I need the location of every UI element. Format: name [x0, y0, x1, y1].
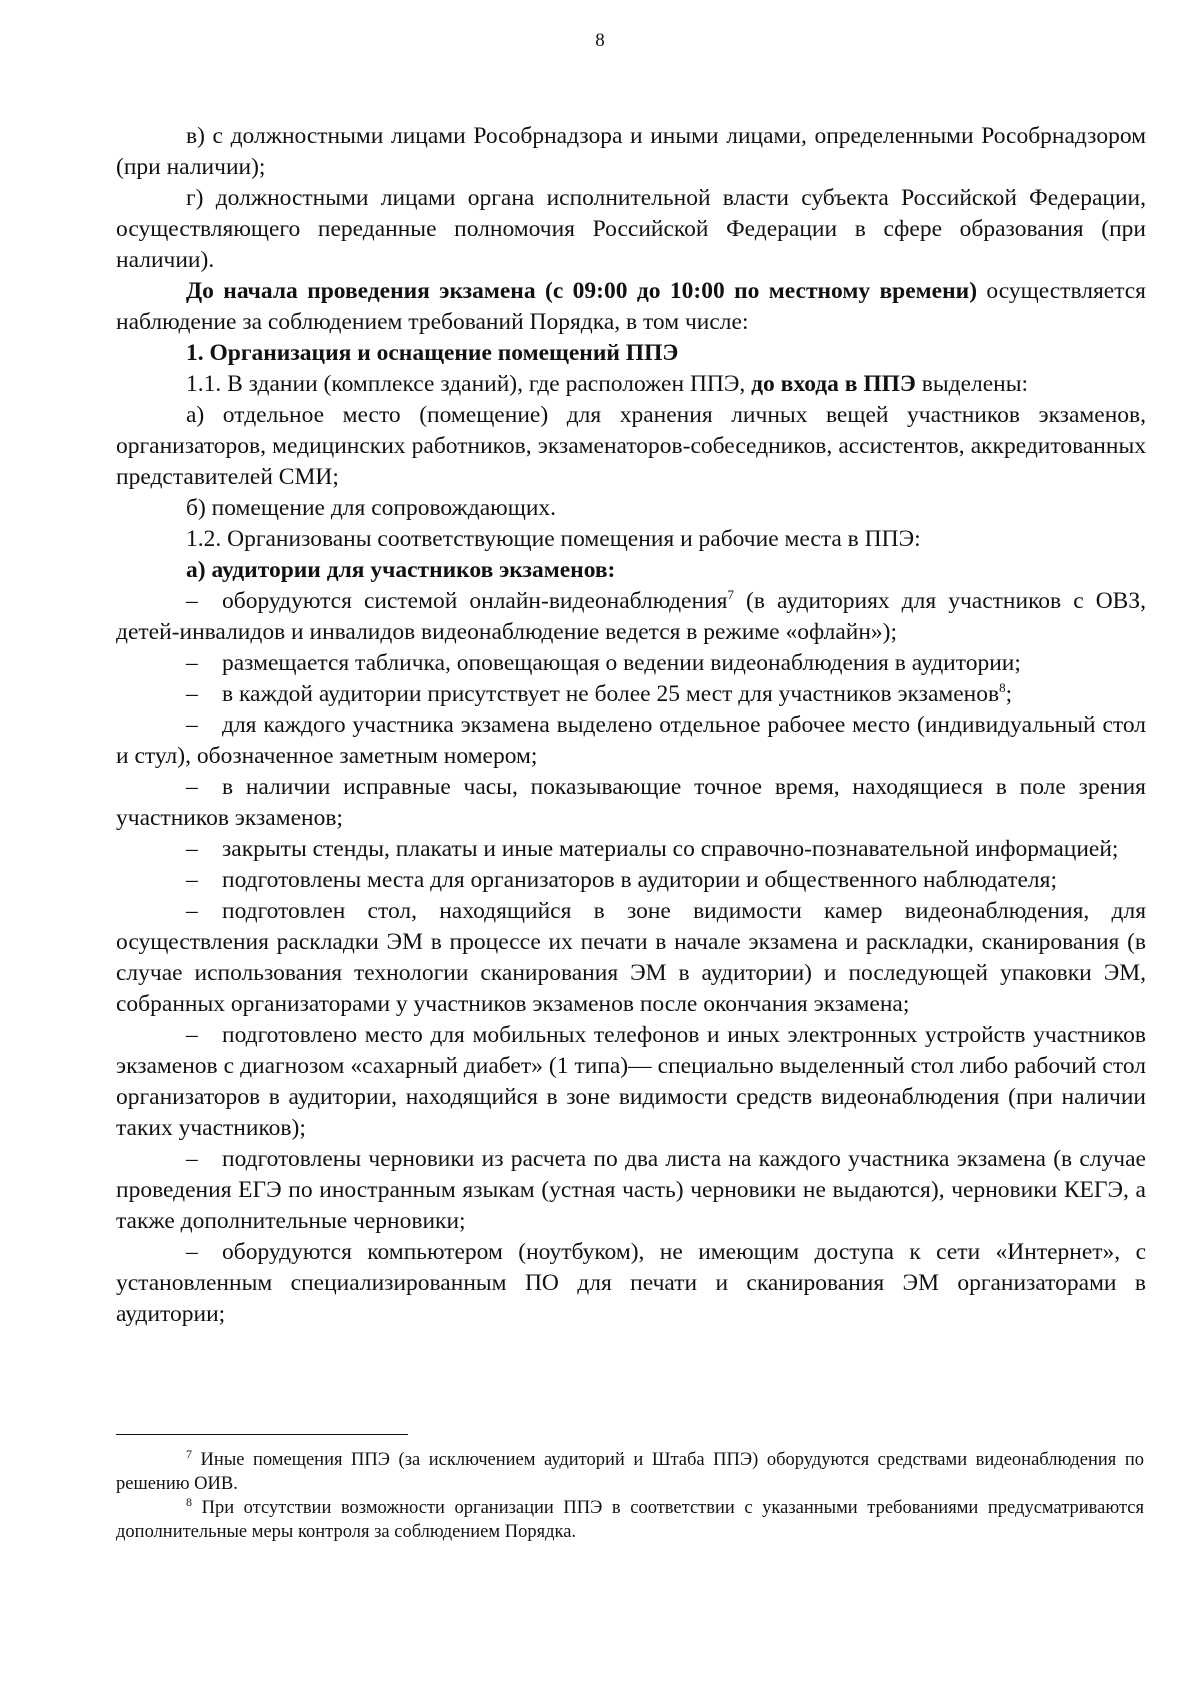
paragraph: в) с должностными лицами Рособрнадзора и иными лицами, определенными Рособрнадзором (при наличии); [116, 123, 1146, 180]
subsection-heading: а) аудитории для участников экзаменов: [186, 557, 616, 583]
list-item [116, 865, 1146, 896]
footnote-mark: 8 [186, 1495, 192, 1509]
dash-marker: – [186, 681, 198, 707]
footnote-text: Иные помещения ППЭ (за исключением аудиторий и Штаба ППЭ) оборудуются средствами видеонаблюдения по решению ОИВ. [116, 1450, 1144, 1494]
list-item [116, 586, 1146, 648]
list-item-text: размещается табличка, оповещающая о ведении видеонаблюдения в аудитории; [222, 650, 1021, 676]
dash-marker: – [186, 650, 198, 676]
footnote [116, 1496, 1144, 1544]
list-item-text: подготовлены черновики из расчета по два листа на каждого участника экзамена (в случае проведения ЕГЭ по иностранным языкам (устная часть) черновики не выдаются), черновики КЕГЭ, а также дополнительные черновики; [116, 1146, 1146, 1234]
dash-marker: – [186, 867, 198, 893]
list-item-text: оборудуются компьютером (ноутбуком), не имеющим доступа к сети «Интернет», с установленным специализированным ПО для печати и сканирования ЭМ организаторами в аудитории; [116, 1239, 1146, 1327]
list-item [116, 648, 1146, 679]
paragraph: 1.2. Организованы соответствующие помещения и рабочие места в ППЭ: [186, 526, 921, 552]
paragraph: б) помещение для сопровождающих. [186, 495, 557, 521]
bold-inline-text: до входа в ППЭ [751, 371, 916, 397]
list-item [116, 1020, 1146, 1144]
footnote-separator [116, 1434, 408, 1435]
list-item [116, 679, 1146, 710]
list-item [116, 1144, 1146, 1237]
list-item-text: в наличии исправные часы, показывающие точное время, находящиеся в поле зрения участников экзаменов; [116, 774, 1146, 831]
page-number: 8 [595, 30, 605, 51]
list-item-text: в каждой аудитории присутствует не более 25 мест для участников экзаменов [222, 681, 1000, 707]
dash-marker: – [186, 774, 198, 800]
paragraph [116, 276, 1146, 338]
list-item-text: подготовлен стол, находящийся в зоне видимости камер видеонаблюдения, для осуществления раскладки ЭМ в процессе их печати в начале экзамена и раскладки, сканирования (в случае использования технологии сканирования ЭМ в аудитории) и последующей упаковки ЭМ, собранных организаторами у участников экзаменов после окончания экзамена; [116, 898, 1146, 1017]
footnotes [116, 1448, 1144, 1544]
paragraph: а) отдельное место (помещение) для хранения личных вещей участников экзаменов, организаторов, медицинских работников, экзаменаторов-собеседников, ассистентов, аккредитованных представителей СМИ; [116, 402, 1146, 490]
list-item-text: ; [1005, 681, 1013, 707]
list-item-text: закрыты стенды, плакаты и иные материалы со справочно-познавательной информацией; [222, 836, 1119, 862]
dash-marker: – [186, 1022, 198, 1048]
list-item [116, 710, 1146, 772]
footnote [116, 1448, 1144, 1496]
dash-marker: – [186, 712, 198, 738]
bold-lead-text: До начала проведения экзамена (с 09:00 до 10:00 по местному времени) [186, 278, 978, 304]
section-heading: 1. Организация и оснащение помещений ППЭ [186, 340, 679, 366]
dash-marker: – [186, 1146, 198, 1172]
list-item-text: подготовлено место для мобильных телефонов и иных электронных устройств участников экзаменов с диагнозом «сахарный диабет» (1 типа)— специально выделенный стол либо рабочий стол организаторов в аудитории, находящийся в зоне видимости средств видеонаблюдения (при наличии таких участников); [116, 1022, 1146, 1141]
list-item [116, 1237, 1146, 1330]
footnote-text: При отсутствии возможности организации ППЭ в соответствии с указанными требованиями предусматриваются дополнительные меры контроля за соблюдением Порядка. [116, 1498, 1144, 1542]
dash-marker: – [186, 836, 198, 862]
list-item-text: (в аудиториях для участников с ОВЗ, детей-инвалидов и инвалидов видеонаблюдение ведется в режиме «офлайн»); [116, 588, 1146, 645]
paragraph-text: осуществляется наблюдение за соблюдением требований Порядка, в том числе: [116, 278, 1146, 335]
list-item [116, 896, 1146, 1020]
footnote-ref[interactable]: 8 [999, 680, 1006, 695]
list-item [116, 772, 1146, 834]
paragraph [116, 369, 1146, 400]
dash-marker: – [186, 588, 198, 614]
list-item-text: оборудуются системой онлайн-видеонаблюдения [222, 588, 728, 614]
dash-marker: – [186, 898, 198, 924]
footnote-ref[interactable]: 7 [727, 587, 734, 602]
paragraph-text: 1.1. В здании (комплексе зданий), где расположен ППЭ, [186, 371, 752, 397]
document-body [116, 121, 1146, 1330]
footnote-mark: 7 [186, 1447, 192, 1461]
dash-marker: – [186, 1239, 198, 1265]
list-item [116, 834, 1146, 865]
list-item-text: для каждого участника экзамена выделено отдельное рабочее место (индивидуальный стол и стул), обозначенное заметным номером; [116, 712, 1146, 769]
paragraph-text: выделены: [915, 371, 1029, 397]
paragraph: г) должностными лицами органа исполнительной власти субъекта Российской Федерации, осуществляющего переданные полномочия Российской Федерации в сфере образования (при наличии). [116, 185, 1146, 273]
list-item-text: подготовлены места для организаторов в аудитории и общественного наблюдателя; [222, 867, 1057, 893]
